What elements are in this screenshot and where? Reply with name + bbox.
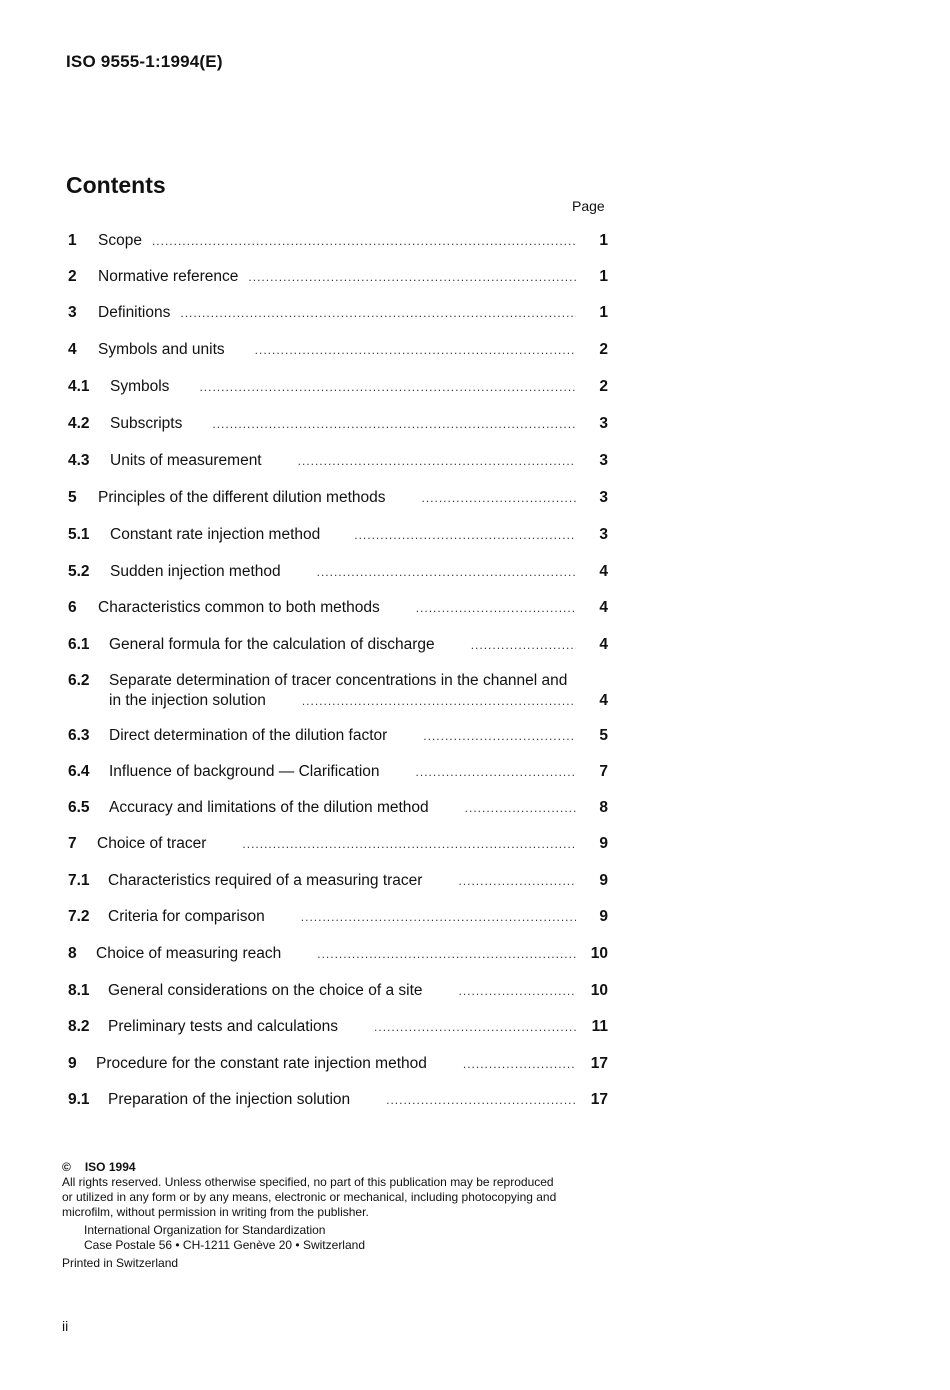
toc-number: 7.2: [68, 908, 90, 925]
toc-leader: [416, 765, 576, 779]
toc-entry[interactable]: [68, 268, 608, 288]
toc-title: Choice of measuring reach: [96, 945, 282, 962]
toc-title: Scope: [98, 232, 142, 249]
toc-page: 4: [599, 636, 608, 653]
toc-page: 10: [590, 982, 608, 999]
toc-entry[interactable]: [68, 672, 608, 712]
toc-title: Characteristics common to both methods: [98, 599, 380, 616]
toc-entry[interactable]: [68, 872, 608, 892]
toc-title: Principles of the different dilution methods: [98, 489, 386, 506]
toc-leader: [423, 729, 576, 743]
toc-leader: [255, 343, 576, 357]
copyright-notice: [62, 1160, 612, 1271]
toc-title: Characteristics required of a measuring tracer: [108, 872, 423, 889]
toc-title: Sudden injection method: [110, 563, 281, 580]
toc-page: 10: [590, 945, 608, 962]
toc-page: 1: [599, 268, 608, 285]
toc-leader: [180, 306, 576, 320]
page-number: ii: [62, 1318, 69, 1334]
toc-title: Preparation of the injection solution: [108, 1091, 351, 1108]
printed-in: Printed in Switzerland: [62, 1256, 179, 1270]
toc-leader: [302, 694, 576, 708]
toc-title: Symbols and units: [98, 341, 225, 358]
toc-number: 6.4: [68, 763, 90, 780]
toc-page: 9: [599, 835, 608, 852]
toc-entry[interactable]: [68, 908, 608, 928]
rights-line: microfilm, without permission in writing from the publisher.: [62, 1205, 369, 1219]
toc-number: 8.2: [68, 1018, 90, 1035]
toc-leader: [459, 984, 577, 998]
toc-title: General formula for the calculation of discharge: [109, 636, 435, 653]
toc-leader: [354, 528, 576, 542]
toc-leader: [386, 1093, 576, 1107]
toc-leader: [374, 1020, 576, 1034]
rights-line: All rights reserved. Unless otherwise specified, no part of this publication may be reproduced: [62, 1175, 554, 1189]
toc-entry[interactable]: [68, 982, 608, 1002]
contents-heading: Contents: [66, 172, 166, 198]
toc-leader: [212, 417, 576, 431]
toc-page: 1: [599, 304, 608, 321]
toc-page: 9: [599, 908, 608, 925]
toc-page: 9: [599, 872, 608, 889]
toc-entry[interactable]: [68, 341, 608, 361]
toc-leader: [422, 491, 577, 505]
toc-entry[interactable]: [68, 636, 608, 656]
toc-number: 9: [68, 1055, 77, 1072]
toc-number: 6.2: [68, 672, 90, 689]
toc-leader: [465, 801, 576, 815]
toc-entry[interactable]: [68, 232, 608, 252]
toc-page: 17: [590, 1091, 608, 1108]
rights-line: or utilized in any form or by any means, electronic or mechanical, including photocopying and: [62, 1190, 557, 1204]
toc-title: Procedure for the constant rate injection method: [96, 1055, 427, 1072]
toc-entry[interactable]: [68, 945, 608, 965]
toc-leader: [471, 638, 576, 652]
toc-number: 8.1: [68, 982, 90, 999]
toc-page: 5: [599, 727, 608, 744]
toc-number: 7: [68, 835, 77, 852]
toc-entry[interactable]: [68, 727, 608, 747]
toc-entry[interactable]: [68, 415, 608, 435]
toc-number: 5.2: [68, 563, 90, 580]
toc-number: 3: [68, 304, 77, 321]
toc-page: 1: [599, 232, 608, 249]
toc-number: 7.1: [68, 872, 90, 889]
toc-number: 6.1: [68, 636, 90, 653]
toc-leader: [298, 454, 576, 468]
toc-leader: [458, 874, 576, 888]
toc-number: 4.3: [68, 452, 90, 469]
toc-title: Symbols: [110, 378, 170, 395]
toc-title: Units of measurement: [110, 452, 262, 469]
toc-entry[interactable]: [68, 563, 608, 583]
toc-number: 6.5: [68, 799, 90, 816]
toc-entry[interactable]: [68, 378, 608, 398]
toc-entry[interactable]: [68, 489, 608, 509]
toc-leader: [463, 1057, 576, 1071]
publisher-address: [84, 1223, 612, 1253]
toc-title: Constant rate injection method: [110, 526, 321, 543]
toc-leader: [301, 910, 576, 924]
toc-entry[interactable]: [68, 799, 608, 819]
toc-title: Accuracy and limitations of the dilution method: [109, 799, 429, 816]
toc-entry[interactable]: [68, 835, 608, 855]
toc-title: Definitions: [98, 304, 171, 321]
toc-page: 3: [599, 415, 608, 432]
toc-leader: [416, 601, 576, 615]
copyright-symbol: ©: [62, 1160, 71, 1174]
toc-title: Choice of tracer: [97, 835, 207, 852]
toc-page: 3: [599, 489, 608, 506]
toc-page: 17: [590, 1055, 608, 1072]
toc-entry[interactable]: [68, 452, 608, 472]
toc-title-continued: in the injection solution: [109, 692, 266, 709]
copyright-text: ISO 1994: [84, 1160, 136, 1174]
toc-title: Criteria for comparison: [108, 908, 265, 925]
toc-title: General considerations on the choice of a site: [108, 982, 423, 999]
toc-entry[interactable]: [68, 1018, 608, 1038]
toc-entry[interactable]: [68, 304, 608, 324]
toc-number: 5.1: [68, 526, 90, 543]
toc-page: 4: [599, 692, 608, 709]
toc-number: 4.1: [68, 378, 90, 395]
toc-entry[interactable]: [68, 1091, 608, 1111]
rights-statement: [62, 1175, 612, 1220]
toc-entry[interactable]: [68, 1055, 608, 1075]
page-column-label: Page: [572, 198, 605, 214]
toc-page: 2: [599, 341, 608, 358]
toc-leader: [199, 380, 576, 394]
toc-number: 2: [68, 268, 77, 285]
toc-page: 4: [599, 599, 608, 616]
toc-page: 7: [599, 763, 608, 780]
toc-entry[interactable]: [68, 526, 608, 546]
toc-title: Direct determination of the dilution factor: [109, 727, 388, 744]
toc-title: Subscripts: [110, 415, 183, 432]
publisher-postal: Case Postale 56 • CH-1211 Genève 20 • Switzerland: [84, 1238, 365, 1252]
toc-number: 6.3: [68, 727, 90, 744]
toc-leader: [248, 270, 576, 284]
toc-number: 4.2: [68, 415, 90, 432]
toc-page: 11: [591, 1018, 608, 1035]
toc-number: 8: [68, 945, 77, 962]
document-id: ISO 9555-1:1994(E): [66, 52, 223, 71]
toc-entry[interactable]: [68, 599, 608, 619]
copyright-line: [62, 1160, 612, 1175]
toc-number: 1: [68, 232, 77, 249]
toc-leader: [242, 837, 576, 851]
toc-title: Influence of background — Clarification: [109, 763, 380, 780]
toc-leader: [317, 947, 576, 961]
toc-title: Normative reference: [98, 268, 239, 285]
toc-leader: [317, 565, 576, 579]
toc-entry[interactable]: [68, 763, 608, 783]
toc-page: 2: [599, 378, 608, 395]
toc-number: 5: [68, 489, 77, 506]
publisher-name: International Organization for Standardization: [84, 1223, 326, 1237]
toc-page: 4: [599, 563, 608, 580]
toc-number: 4: [68, 341, 77, 358]
toc-page: 8: [599, 799, 608, 816]
toc-page: 3: [599, 526, 608, 543]
toc-title: Preliminary tests and calculations: [108, 1018, 339, 1035]
toc-page: 3: [599, 452, 608, 469]
toc-title: Separate determination of tracer concentrations in the channel and: [109, 672, 568, 689]
toc-number: 6: [68, 599, 77, 616]
toc-number: 9.1: [68, 1091, 90, 1108]
toc-leader: [152, 234, 576, 248]
